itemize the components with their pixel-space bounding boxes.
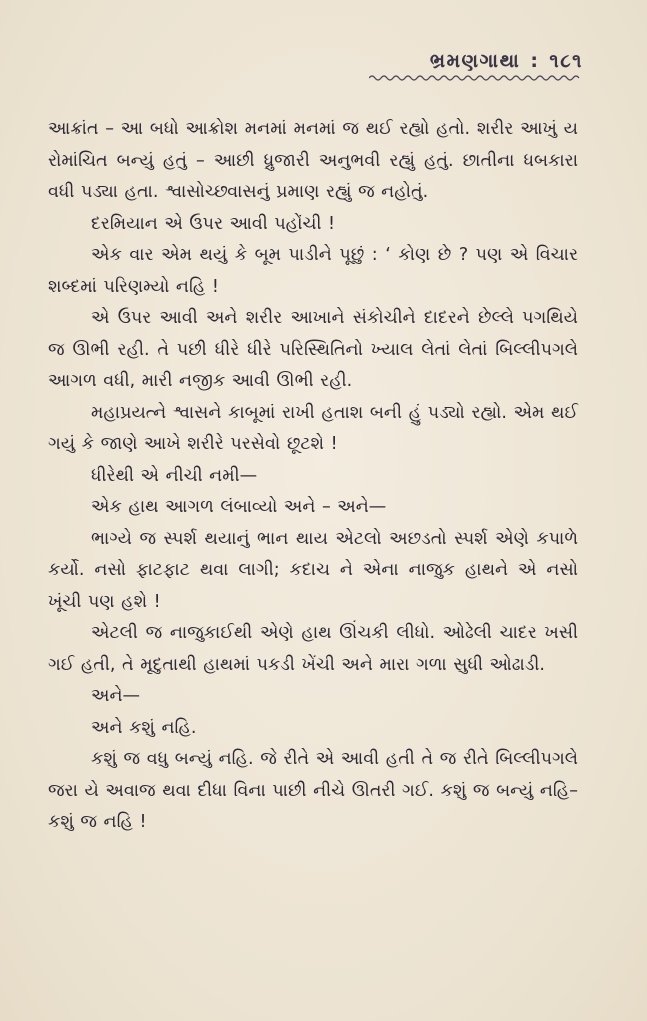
paragraph: ધીરેથી એ નીચી નમી— xyxy=(91,465,258,486)
paragraph: એટલી જ નાજુકાઈથી એણે હાથ ઊંચકી લીધો. ઓઢેલી ચાદર ખસી ગઈ હતી, તે મૃદુતાથી હાથમાં પકડી ખેંચી અને મારા ગળા સુધી ઓઢાડી. xyxy=(48,623,578,675)
running-head xyxy=(369,50,583,82)
paragraph: એ ઉપર આવી અને શરીર આખાને સંકોચીને દાદરને છેલ્લે પગથિયે જ ઊભી રહી. તે પછી ધીરે ધીરે પરિસ્થિતિનો ખ્યાલ લેતાં લેતાં બિલ્લીપગલે આગળ વધી, મારી નજીક આવી ઊભી રહી. xyxy=(48,308,578,391)
paragraph: આક્રાંત – આ બધો આક્રોશ મનમાં મનમાં જ થઈ રહ્યો હતો. શરીર આખું ય રોમાંચિત બન્યું હતું – આછી ધ્રુજારી અનુભવી રહ્યું હતું. છાતીના ધબકારા વધી પડ્યા હતા. શ્વાસોચ્છ્વાસનું પ્રમાણ રહ્યું જ નહોતું. xyxy=(48,119,578,202)
paragraph: ભાગ્યે જ સ્પર્શ થયાનું ભાન થાય એટલો અછડતો સ્પર્શ એણે કપાળે કર્યો. નસો ફાટફાટ થવા લાગી; કદાચ ને એના નાજુક હાથને એ નસો ખૂંચી પણ હશે ! xyxy=(48,528,578,612)
wavy-underline-rule xyxy=(369,74,583,82)
running-title-line xyxy=(369,50,583,72)
paragraph: મહાપ્રયત્ને શ્વાસને કાબૂમાં રાખી હતાશ બની હું પડ્યો રહ્યો. એમ થઈ ગયું કે જાણે આખે શરીરે પરસેવો છૂટશે ! xyxy=(48,402,578,454)
paragraph: કશું જ વધુ બન્યું નહિ. જે રીતે એ આવી હતી તે જ રીતે બિલ્લીપગલે જરા યે અવાજ થવા દીધા વિના પાછી નીચે ઊતરી ગઈ. કશું જ બન્યું નહિ–કશું જ નહિ ! xyxy=(48,749,578,832)
chapter-title: ભ્રમણગાથા xyxy=(429,50,521,72)
paragraph: અને કશું નહિ. xyxy=(91,717,197,738)
header-separator: : xyxy=(530,50,540,72)
paragraph: એક વાર એમ થયું કે બૂમ પાડીને પૂછું : ‘ કોણ છે ? પણ એ વિચાર શબ્દમાં પરિણમ્યો નહિ ! xyxy=(48,245,578,297)
paragraph: અને— xyxy=(91,686,140,706)
paragraph: એક હાથ આગળ લંબાવ્યો અને – અને— xyxy=(91,497,387,517)
page-number: ૧૮૧ xyxy=(549,50,583,72)
paragraph: દરમિયાન એ ઉપર આવી પહોંચી ! xyxy=(91,213,336,234)
page-body-text xyxy=(48,114,578,839)
